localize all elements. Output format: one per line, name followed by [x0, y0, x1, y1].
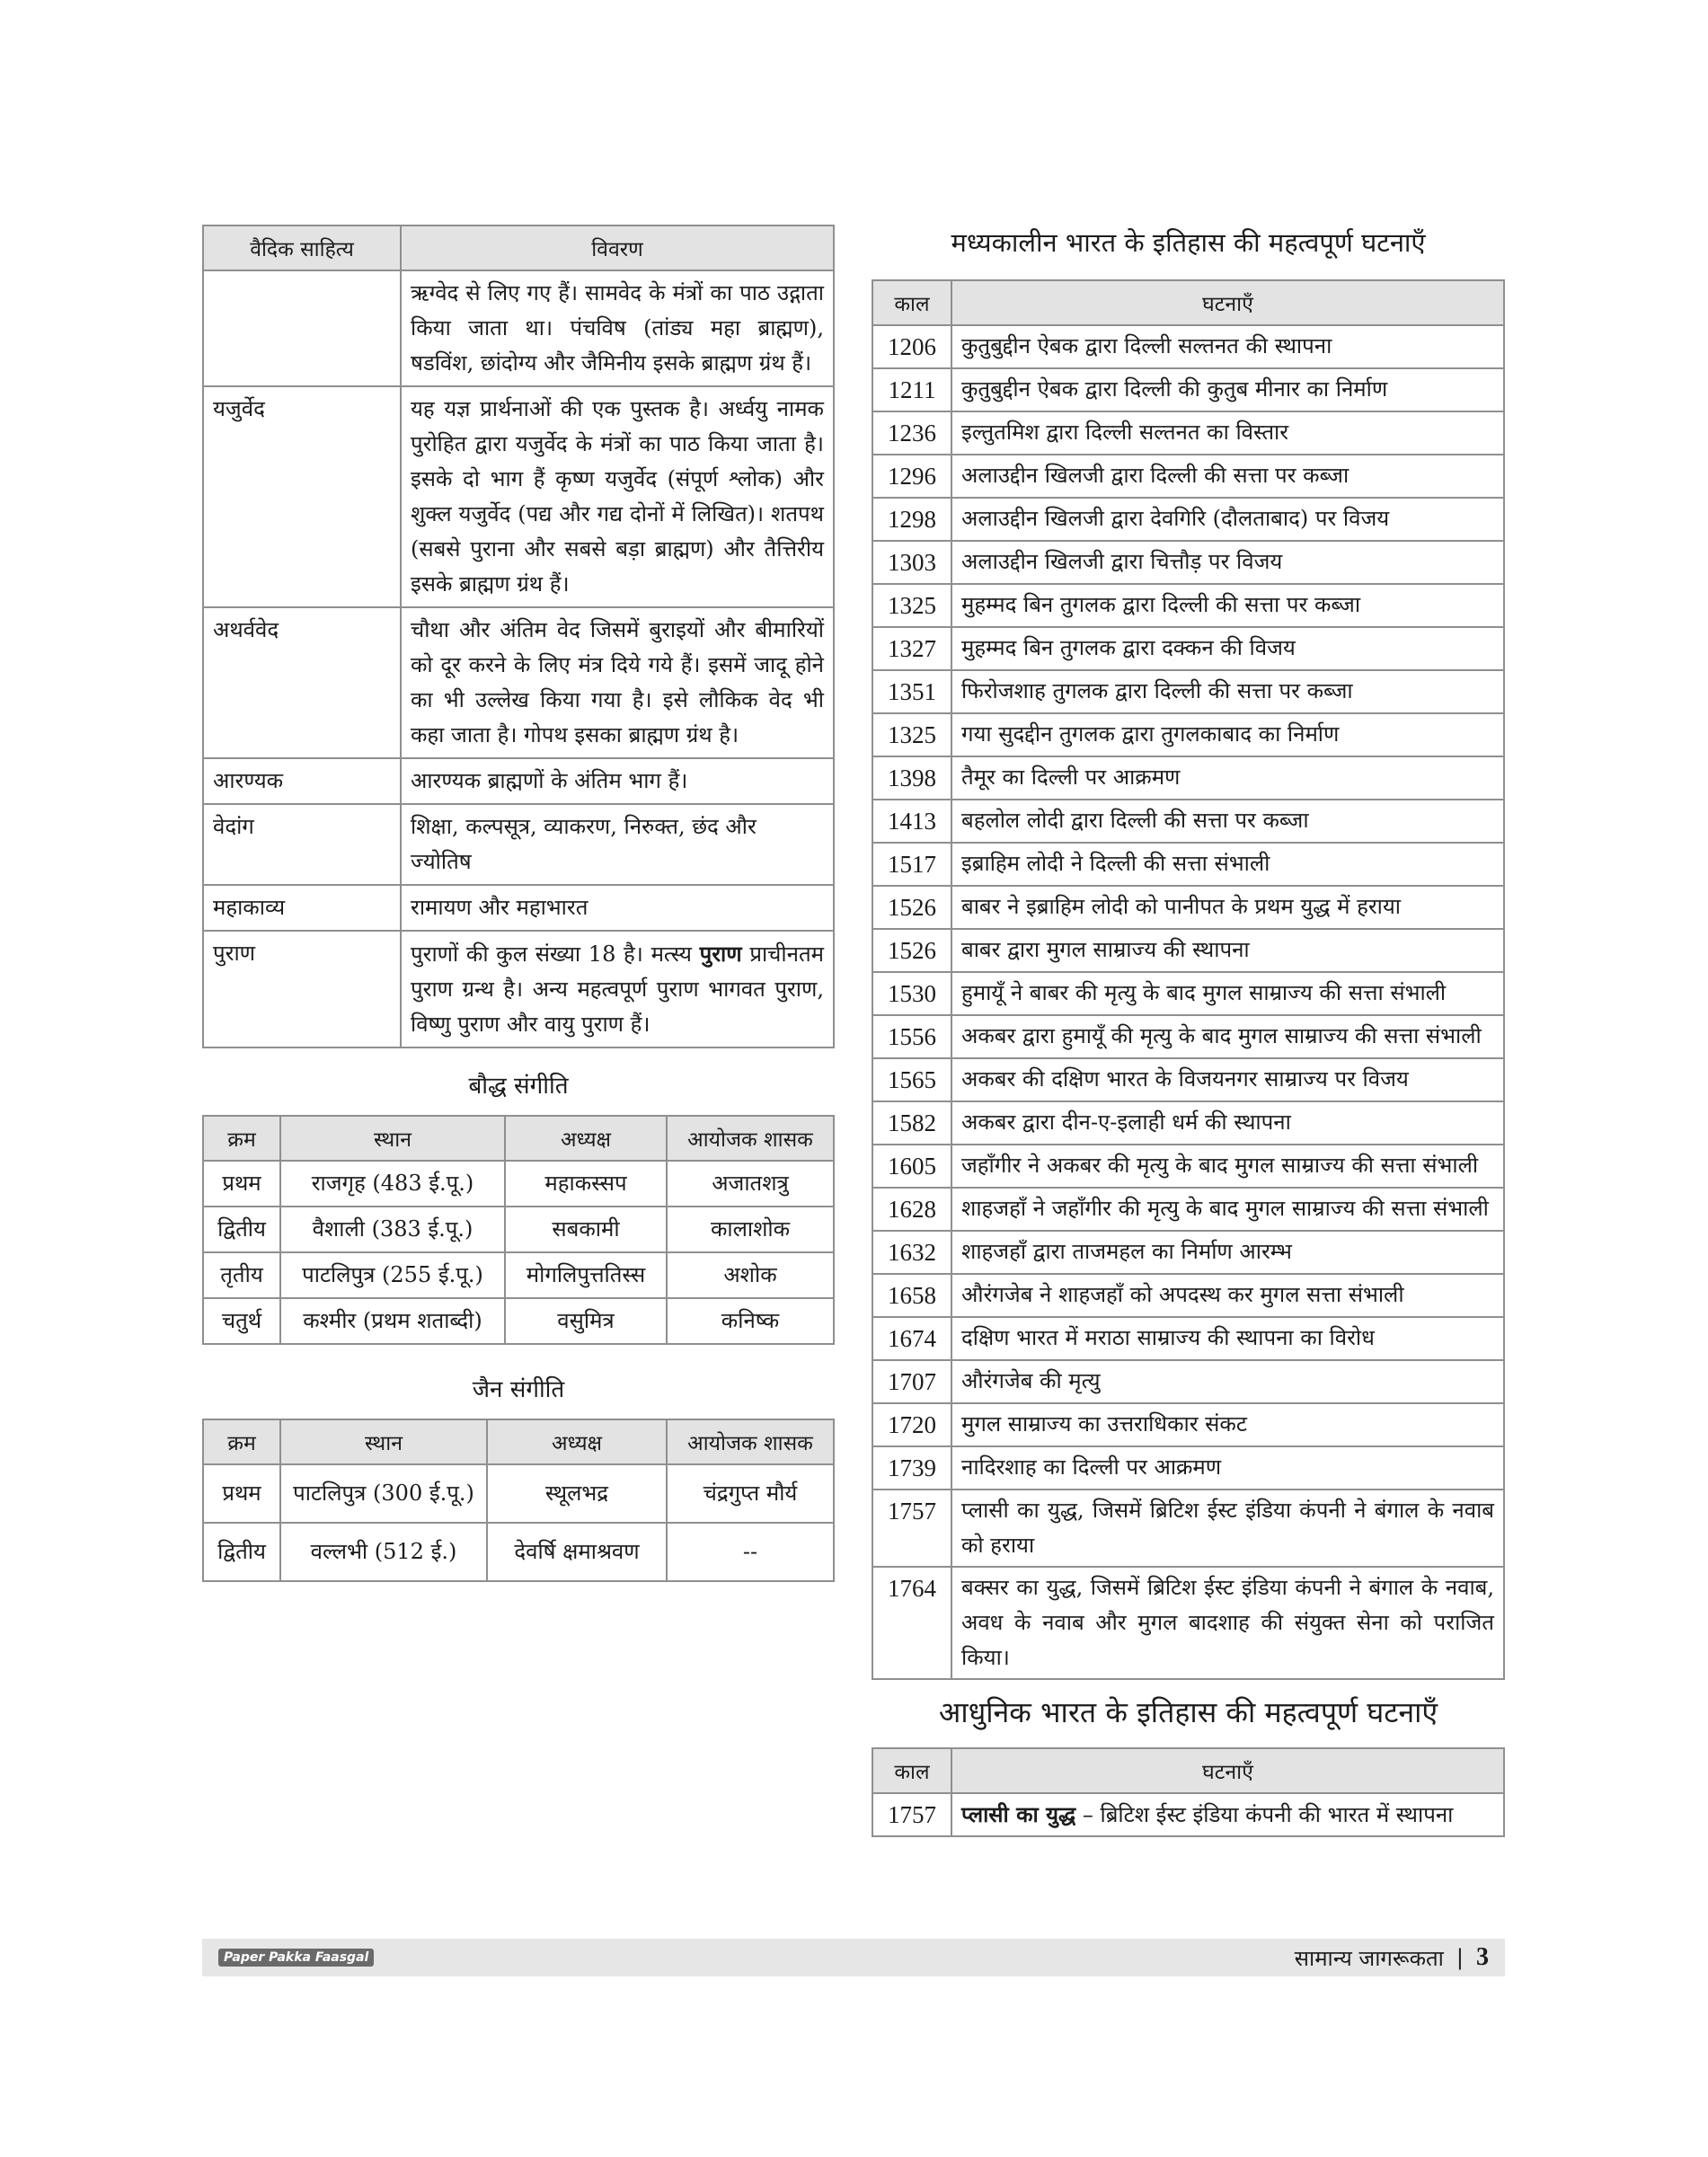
- event-year: 1413: [872, 800, 951, 843]
- table-row: [203, 885, 834, 931]
- event-text: हुमायूँ ने बाबर की मृत्यु के बाद मुगल साम्राज्य की सत्ता संभाली: [951, 972, 1504, 1015]
- column-header: आयोजक शासक: [667, 1116, 834, 1161]
- table-row: [203, 804, 834, 885]
- vedic-desc: यह यज्ञ प्रार्थनाओं की एक पुस्तक है। अर्ध्वयु नामक पुरोहित द्वारा यजुर्वेद के मंत्रों का पाठ किया जाता है। इसके दो भाग हैं कृष्ण यजुर्वेद (संपूर्ण श्लोक) और शुक्ल यजुर्वेद (पद्य और गद्य दोनों में लिखित)। शतपथ (सबसे पुराना और सबसे बड़ा ब्राह्मण) और तैत्तिरीय इसके ब्राह्मण ग्रंथ हैं।: [401, 386, 834, 607]
- event-text: दक्षिण भारत में मराठा साम्राज्य की स्थापना का विरोध: [951, 1317, 1504, 1360]
- column-header: घटनाएँ: [951, 280, 1504, 325]
- column-header: काल: [872, 1748, 951, 1793]
- event-year: 1236: [872, 411, 951, 455]
- event-text: अलाउद्दीन खिलजी द्वारा देवगिरि (दौलताबाद) पर विजय: [951, 498, 1504, 541]
- event-year: 1632: [872, 1231, 951, 1274]
- table-row: [872, 1403, 1504, 1446]
- jain-council-title: जैन संगीति: [472, 1376, 565, 1403]
- publisher-logo: Paper Pakka Faasgal: [218, 1949, 374, 1967]
- column-header: काल: [872, 280, 951, 325]
- event-text: तैमूर का दिल्ली पर आक्रमण: [951, 756, 1504, 800]
- event-text: अलाउद्दीन खिलजी द्वारा चित्तौड़ पर विजय: [951, 541, 1504, 584]
- column-header: स्थान: [280, 1419, 487, 1464]
- table-row: [872, 455, 1504, 498]
- table-cell: राजगृह (483 ई.पू.): [280, 1161, 505, 1207]
- table-row: [872, 843, 1504, 886]
- table-cell: सबकामी: [505, 1207, 667, 1252]
- event-year: 1530: [872, 972, 951, 1015]
- event-year: 1526: [872, 929, 951, 972]
- table-header-row: [203, 1116, 834, 1161]
- footer-right: [1295, 1943, 1489, 1973]
- event-text: अलाउद्दीन खिलजी द्वारा दिल्ली की सत्ता पर कब्जा: [951, 455, 1504, 498]
- vedic-name: पुराण: [203, 931, 401, 1048]
- event-text: मुगल साम्राज्य का उत्तराधिकार संकट: [951, 1403, 1504, 1446]
- medieval-events-table: [872, 279, 1505, 1680]
- table-cell: मोगलिपुत्ततिस्स: [505, 1252, 667, 1298]
- event-text: इल्तुतमिश द्वारा दिल्ली सल्तनत का विस्तार: [951, 411, 1504, 455]
- table-header-row: [872, 280, 1504, 325]
- vedic-desc-part: पुराणों की कुल संख्या 18 है। मत्स्य: [411, 941, 700, 967]
- table-cell: प्रथम: [203, 1464, 280, 1523]
- event-text: औरंगजेब की मृत्यु: [951, 1360, 1504, 1403]
- table-row: [203, 1464, 834, 1523]
- table-cell: प्रथम: [203, 1161, 280, 1207]
- left-column: [202, 225, 835, 1582]
- table-cell: --: [667, 1523, 834, 1581]
- vedic-desc: शिक्षा, कल्पसूत्र, व्याकरण, निरुक्त, छंद और ज्योतिष: [401, 804, 834, 885]
- table-cell: अशोक: [667, 1252, 834, 1298]
- table-row: [872, 498, 1504, 541]
- event-year: 1674: [872, 1317, 951, 1360]
- vedic-desc-bold: पुराण: [699, 941, 742, 967]
- event-year: 1628: [872, 1188, 951, 1231]
- event-year: 1526: [872, 886, 951, 929]
- column-header: क्रम: [203, 1419, 280, 1464]
- event-text: बहलोल लोदी द्वारा दिल्ली की सत्ता पर कब्जा: [951, 800, 1504, 843]
- event-year: 1707: [872, 1360, 951, 1403]
- table-row: [872, 1793, 1504, 1836]
- column-header: अध्यक्ष: [505, 1116, 667, 1161]
- table-row: [872, 411, 1504, 455]
- table-row: [203, 386, 834, 607]
- table-row: [203, 1161, 834, 1207]
- vedic-name: वेदांग: [203, 804, 401, 885]
- table-cell: चतुर्थ: [203, 1298, 280, 1344]
- table-cell: कनिष्क: [667, 1298, 834, 1344]
- vedic-desc-part: प्राचीनतम पुराण ग्रन्थ है। अन्य महत्वपूर्ण पुराण भागवत पुराण, विष्णु पुराण और वायु पुराण हैं।: [411, 941, 824, 1037]
- right-column: [872, 225, 1505, 1837]
- event-text: प्लासी का युद्ध, जिसमें ब्रिटिश ईस्ट इंडिया कंपनी ने बंगाल के नवाब को हराया: [951, 1490, 1504, 1567]
- table-cell: वैशाली (383 ई.पू.): [280, 1207, 505, 1252]
- table-row: [203, 931, 834, 1048]
- event-text: फिरोजशाह तुगलक द्वारा दिल्ली की सत्ता पर कब्जा: [951, 670, 1504, 713]
- event-year: 1757: [872, 1490, 951, 1567]
- table-cell: कालाशोक: [667, 1207, 834, 1252]
- table-row: [872, 1274, 1504, 1317]
- vedic-name: आरण्यक: [203, 758, 401, 804]
- column-header: अध्यक्ष: [487, 1419, 667, 1464]
- event-text: मुहम्मद बिन तुगलक द्वारा दिल्ली की सत्ता पर कब्जा: [951, 584, 1504, 627]
- table-row: [872, 886, 1504, 929]
- table-header-row: [203, 1419, 834, 1464]
- table-row: [872, 800, 1504, 843]
- table-row: [872, 1567, 1504, 1679]
- medieval-events-title: मध्यकालीन भारत के इतिहास की महत्वपूर्ण घटनाएँ: [951, 227, 1426, 258]
- event-year: 1327: [872, 627, 951, 670]
- table-cell: कश्मीर (प्रथम शताब्दी): [280, 1298, 505, 1344]
- table-row: [872, 1317, 1504, 1360]
- event-text: शाहजहाँ ने जहाँगीर की मृत्यु के बाद मुगल साम्राज्य की सत्ता संभाली: [951, 1188, 1504, 1231]
- table-cell: देवर्षि क्षमाश्रवण: [487, 1523, 667, 1581]
- table-header-row: [872, 1748, 1504, 1793]
- event-year: 1658: [872, 1274, 951, 1317]
- table-cell: तृतीय: [203, 1252, 280, 1298]
- table-row: [872, 325, 1504, 368]
- page-footer: [202, 1939, 1505, 1976]
- table-cell: अजातशत्रु: [667, 1161, 834, 1207]
- column-header: क्रम: [203, 1116, 280, 1161]
- event-text: बाबर ने इब्राहिम लोदी को पानीपत के प्रथम युद्ध में हराया: [951, 886, 1504, 929]
- event-text-bold: प्लासी का युद्ध: [961, 1801, 1076, 1827]
- table-row: [872, 1446, 1504, 1490]
- table-row: [872, 1188, 1504, 1231]
- table-row: [203, 758, 834, 804]
- buddhist-council-table: [202, 1115, 835, 1345]
- event-year: 1764: [872, 1567, 951, 1679]
- event-text: नादिरशाह का दिल्ली पर आक्रमण: [951, 1446, 1504, 1490]
- table-row: [203, 1298, 834, 1344]
- event-year: 1565: [872, 1058, 951, 1101]
- table-row: [872, 1058, 1504, 1101]
- table-row: [872, 627, 1504, 670]
- event-year: 1739: [872, 1446, 951, 1490]
- vedic-name: अथर्ववेद: [203, 607, 401, 758]
- event-year: 1325: [872, 713, 951, 756]
- table-row: [872, 972, 1504, 1015]
- event-year: 1298: [872, 498, 951, 541]
- event-text: कुतुबुद्दीन ऐबक द्वारा दिल्ली सल्तनत की स्थापना: [951, 325, 1504, 368]
- table-row: [872, 1015, 1504, 1058]
- column-header: विवरण: [401, 225, 834, 270]
- table-cell: वसुमित्र: [505, 1298, 667, 1344]
- event-year: 1517: [872, 843, 951, 886]
- table-row: [872, 670, 1504, 713]
- event-year: 1720: [872, 1403, 951, 1446]
- table-row: [872, 1101, 1504, 1145]
- table-cell: पाटलिपुत्र (255 ई.पू.): [280, 1252, 505, 1298]
- vedic-desc: [401, 931, 834, 1048]
- table-row: [872, 929, 1504, 972]
- table-row: [872, 541, 1504, 584]
- section-name: सामान्य जागरूकता: [1294, 1945, 1444, 1971]
- table-row: [203, 1207, 834, 1252]
- event-year: 1296: [872, 455, 951, 498]
- vedic-literature-table: [202, 225, 835, 1048]
- event-year: 1351: [872, 670, 951, 713]
- event-year: 1303: [872, 541, 951, 584]
- vedic-desc: चौथा और अंतिम वेद जिसमें बुराइयों और बीमारियों को दूर करने के लिए मंत्र दिये गये हैं। इसमें जादू होने का भी उल्लेख किया गया है। इसे लौकिक वेद भी कहा जाता है। गोपथ इसका ब्राह्मण ग्रंथ है।: [401, 607, 834, 758]
- table-row: [872, 1360, 1504, 1403]
- modern-events-title: आधुनिक भारत के इतिहास की महत्वपूर्ण घटनाएँ: [938, 1695, 1438, 1729]
- event-year: 1582: [872, 1101, 951, 1145]
- column-header: आयोजक शासक: [667, 1419, 834, 1464]
- event-text: [951, 1793, 1504, 1836]
- table-cell: द्वितीय: [203, 1207, 280, 1252]
- event-year: 1605: [872, 1145, 951, 1188]
- medieval-events-body: [872, 325, 1504, 1679]
- table-cell: चंद्रगुप्त मौर्य: [667, 1464, 834, 1523]
- event-year: 1757: [872, 1793, 951, 1836]
- table-cell: द्वितीय: [203, 1523, 280, 1581]
- table-row: [872, 1490, 1504, 1567]
- buddhist-council-title: बौद्ध संगीति: [468, 1073, 569, 1100]
- event-text: बाबर द्वारा मुगल साम्राज्य की स्थापना: [951, 929, 1504, 972]
- event-year: 1556: [872, 1015, 951, 1058]
- event-text: मुहम्मद बिन तुगलक द्वारा दक्कन की विजय: [951, 627, 1504, 670]
- table-row: [203, 607, 834, 758]
- vedic-name: महाकाव्य: [203, 885, 401, 931]
- vedic-name: यजुर्वेद: [203, 386, 401, 607]
- event-year: 1398: [872, 756, 951, 800]
- vedic-desc: ऋग्वेद से लिए गए हैं। सामवेद के मंत्रों का पाठ उद्गाता किया जाता था। पंचविष (तांड्य महा ब्राह्मण), षडविंश, छांदोग्य और जैमिनीय इसके ब्राह्मण ग्रंथ हैं।: [401, 270, 834, 386]
- page-number: 3: [1476, 1943, 1489, 1971]
- vedic-desc: आरण्यक ब्राह्मणों के अंतिम भाग हैं।: [401, 758, 834, 804]
- event-text: कुतुबुद्दीन ऐबक द्वारा दिल्ली की कुतुब मीनार का निर्माण: [951, 368, 1504, 411]
- column-header: स्थान: [280, 1116, 505, 1161]
- table-row: [203, 1523, 834, 1581]
- event-text: अकबर की दक्षिण भारत के विजयनगर साम्राज्य पर विजय: [951, 1058, 1504, 1101]
- footer-separator: |: [1456, 1945, 1464, 1970]
- event-text-rest: – ब्रिटिश ईस्ट इंडिया कंपनी की भारत में स्थापना: [1075, 1802, 1454, 1827]
- table-row: [872, 1231, 1504, 1274]
- table-cell: महाकस्सप: [505, 1161, 667, 1207]
- modern-events-table: [872, 1747, 1505, 1837]
- event-text: जहाँगीर ने अकबर की मृत्यु के बाद मुगल साम्राज्य की सत्ता संभाली: [951, 1145, 1504, 1188]
- table-row: [872, 368, 1504, 411]
- table-header-row: [203, 225, 834, 270]
- table-cell: पाटलिपुत्र (300 ई.पू.): [280, 1464, 487, 1523]
- event-text: गया सुदद्दीन तुगलक द्वारा तुगलकाबाद का निर्माण: [951, 713, 1504, 756]
- event-year: 1206: [872, 325, 951, 368]
- table-row: [203, 1252, 834, 1298]
- column-header: घटनाएँ: [951, 1748, 1504, 1793]
- table-cell: स्थूलभद्र: [487, 1464, 667, 1523]
- event-text: अकबर द्वारा दीन-ए-इलाही धर्म की स्थापना: [951, 1101, 1504, 1145]
- table-row: [872, 584, 1504, 627]
- event-text: शाहजहाँ द्वारा ताजमहल का निर्माण आरम्भ: [951, 1231, 1504, 1274]
- jain-council-table: [202, 1419, 835, 1582]
- event-text: बक्सर का युद्ध, जिसमें ब्रिटिश ईस्ट इंडिया कंपनी ने बंगाल के नवाब, अवध के नवाब और मुगल बादशाह की संयुक्त सेना को पराजित किया।: [951, 1567, 1504, 1679]
- table-row: [872, 756, 1504, 800]
- event-year: 1211: [872, 368, 951, 411]
- event-text: औरंगजेब ने शाहजहाँ को अपदस्थ कर मुगल सत्ता संभाली: [951, 1274, 1504, 1317]
- column-header: वैदिक साहित्य: [203, 225, 401, 270]
- table-row: [203, 270, 834, 386]
- event-text: अकबर द्वारा हुमायूँ की मृत्यु के बाद मुगल साम्राज्य की सत्ता संभाली: [951, 1015, 1504, 1058]
- event-text: इब्राहिम लोदी ने दिल्ली की सत्ता संभाली: [951, 843, 1504, 886]
- table-cell: वल्लभी (512 ई.): [280, 1523, 487, 1581]
- table-row: [872, 713, 1504, 756]
- table-row: [872, 1145, 1504, 1188]
- event-year: 1325: [872, 584, 951, 627]
- vedic-desc: रामायण और महाभारत: [401, 885, 834, 931]
- vedic-name: [203, 270, 401, 386]
